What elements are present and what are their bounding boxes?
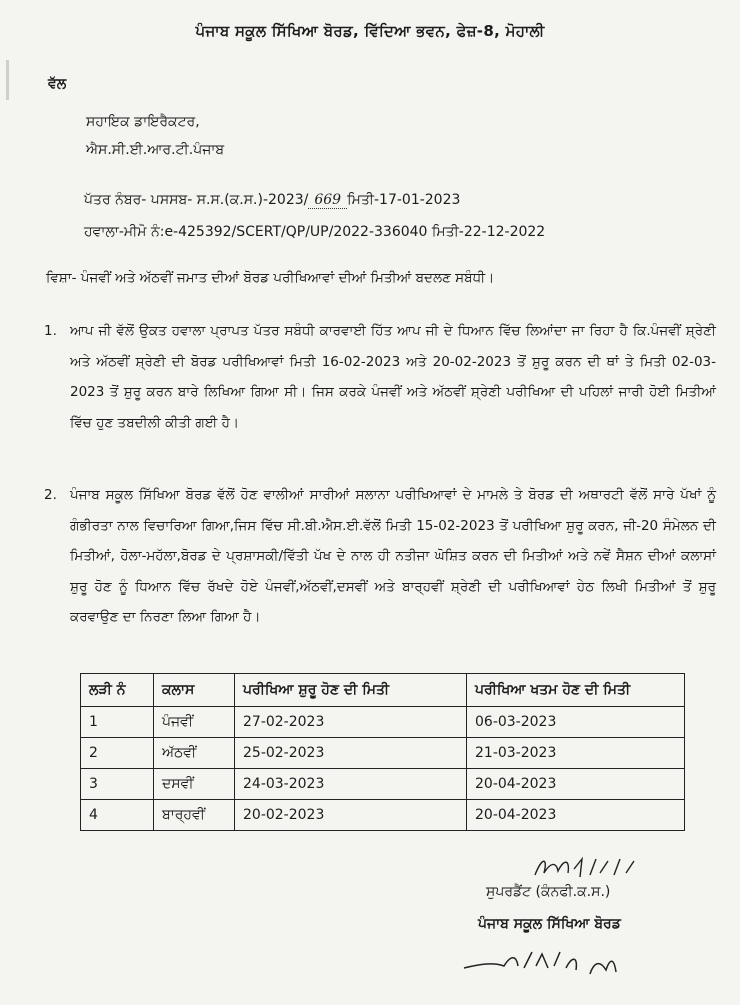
letter-number-handwritten: 669 xyxy=(308,192,347,209)
cell-start-date: 20-02-2023 xyxy=(235,800,467,831)
table-row xyxy=(81,707,685,738)
table-row xyxy=(81,738,685,769)
letterhead-title: ਪੰਜਾਬ ਸਕੂਲ ਸਿੱਖਿਆ ਬੋਰਡ, ਵਿੱਦਿਆ ਭਵਨ, ਫੇਜ਼-8, ਮੋਹਾਲੀ xyxy=(195,22,545,40)
cell-class: ਦਸਵੀਂ xyxy=(154,769,235,800)
handwritten-initials-signature xyxy=(530,853,650,883)
table-header-row xyxy=(81,674,685,707)
cell-serial: 4 xyxy=(81,800,154,831)
header-serial: ਲੜੀ ਨੰ xyxy=(81,674,154,707)
paragraph-text: ਪੰਜਾਬ ਸਕੂਲ ਸਿੱਖਿਆ ਬੋਰਡ ਵੱਲੋਂ ਹੋਣ ਵਾਲੀਆਂ ਸਾਰੀਆਂ ਸਲਾਨਾ ਪਰੀਖਿਆਵਾਂ ਦੇ ਮਾਮਲੇ ਤੇ ਬੋਰਡ ਦੀ ਅਥਾਰਟੀ ਵੱਲੋਂ ਸਾਰੇ ਪੱਖਾਂ ਨੂੰ ਗੰਭੀਰਤਾ ਨਾਲ ਵਿਚਾਰਿਆ ਗਿਆ,ਜਿਸ ਵਿੱਚ ਸੀ.ਬੀ.ਐਸ.ਈ.ਵੱਲੋਂ ਮਿਤੀ 15-02-2023 ਤੋਂ ਪਰੀਖਿਆ ਸ਼ੁਰੂ ਕਰਨ, ਜੀ-20 ਸੰਮੇਲਨ ਦੀ ਮਿਤੀਆਂ, ਹੋਲਾ-ਮਹੱਲਾ,ਬੋਰਡ ਦੇ ਪ੍ਰਸ਼ਾਸਕੀ/ਵਿੱਤੀ ਪੱਖ ਦੇ ਨਾਲ ਹੀ ਨਤੀਜਾ ਘੋਸ਼ਿਤ ਕਰਨ ਦੀ ਮਿਤੀਆਂ ਅਤੇ ਨਵੇਂ ਸੈਸ਼ਨ ਦੀਆਂ ਕਲਾਸਾਂ ਸ਼ੁਰੂ ਹੋਣ ਨੂੰ ਧਿਆਨ ਵਿੱਚ ਰੱਖਦੇ ਹੋਏ ਪੰਜਵੀਂ,ਅੱਠਵੀਂ,ਦਸਵੀਂ ਅਤੇ ਬਾਰ੍ਹਵੀਂ ਸ਼੍ਰੇਣੀ ਦੀ ਪਰੀਖਿਆਵਾਂ ਹੇਠ ਲਿਖੀ ਮਿਤੀਆਂ ਤੋਂ ਸ਼ੁਰੂ ਕਰਵਾਉਣ ਦਾ ਨਿਰਣਾ ਲਿਆ ਗਿਆ ਹੈ। xyxy=(70,487,716,625)
header-class: ਕਲਾਸ xyxy=(154,674,235,707)
paragraph-text: ਆਪ ਜੀ ਵੱਲੋਂ ਉਕਤ ਹਵਾਲਾ ਪ੍ਰਾਪਤ ਪੱਤਰ ਸਬੰਧੀ ਕਾਰਵਾਈ ਹਿੱਤ ਆਪ ਜੀ ਦੇ ਧਿਆਨ ਵਿੱਚ ਲਿਆਂਦਾ ਜਾ ਰਿਹਾ ਹੈ ਕਿ.ਪੰਜਵੀਂ ਸ਼੍ਰੇਣੀ ਅਤੇ ਅੱਠਵੀਂ ਸ਼੍ਰੇਣੀ ਦੀ ਬੋਰਡ ਪਰੀਖਿਆਵਾਂ ਮਿਤੀ 16-02-2023 ਅਤੇ 20-02-2023 ਤੋਂ ਸ਼ੁਰੂ ਕਰਨ ਦੀ ਥਾਂ ਤੇ ਮਿਤੀ 02-03-2023 ਤੋਂ ਸ਼ੁਰੂ ਕਰਨ ਬਾਰੇ ਲਿਖਿਆ ਗਿਆ ਸੀ। ਜਿਸ ਕਰਕੇ ਪੰਜਵੀਂ ਅਤੇ ਅੱਠਵੀਂ ਸ਼੍ਰੇਣੀ ਪਰੀਖਿਆ ਦੀ ਪਹਿਲਾਂ ਜਾਰੀ ਹੋਈ ਮਿਤੀਆਂ ਵਿੱਚ ਹੁਣ ਤਬਦੀਲੀ ਕੀਤੀ ਗਈ ਹੈ। xyxy=(70,323,716,431)
cell-end-date: 20-04-2023 xyxy=(467,800,685,831)
letter-number-prefix: ਪੱਤਰ ਨੰਬਰ- ਪਸਸਬ- ਸ.ਸ.(ਕ.ਸ.)-2023/ xyxy=(84,192,309,208)
subject-line: ਵਿਸ਼ਾ- ਪੰਜਵੀਂ ਅਤੇ ਅੱਠਵੀਂ ਜਮਾਤ ਦੀਆਂ ਬੋਰਡ ਪਰੀਖਿਆਵਾਂ ਦੀਆਂ ਮਿਤੀਆਂ ਬਦਲਣ ਸਬੰਧੀ। xyxy=(46,270,495,286)
cell-start-date: 25-02-2023 xyxy=(235,738,467,769)
reference-line: ਹਵਾਲਾ-ਮੀਮੋ ਨੰ:e-425392/SCERT/QP/UP/2022-336040 ਮਿਤੀ-22-12-2022 xyxy=(84,224,546,240)
scan-margin-mark xyxy=(6,60,9,100)
cell-serial: 1 xyxy=(81,707,154,738)
cell-class: ਪੰਜਵੀਂ xyxy=(154,707,235,738)
header-start-date: ਪਰੀਖਿਆ ਸ਼ੁਰੂ ਹੋਣ ਦੀ ਮਿਤੀ xyxy=(235,674,467,707)
handwritten-signature xyxy=(460,944,620,980)
cell-class: ਬਾਰ੍ਹਵੀਂ xyxy=(154,800,235,831)
recipient-designation: ਸਹਾਇਕ ਡਾਇਰੈਕਟਰ, xyxy=(86,114,200,130)
cell-class: ਅੱਠਵੀਂ xyxy=(154,738,235,769)
cell-end-date: 06-03-2023 xyxy=(467,707,685,738)
letter-date: ਮਿਤੀ-17-01-2023 xyxy=(347,192,461,208)
signatory-title: ਸੁਪਰਡੈਂਟ (ਕੰਨਫੀ.ਕ.ਸ.) xyxy=(486,884,611,900)
cell-start-date: 27-02-2023 xyxy=(235,707,467,738)
cell-end-date: 20-04-2023 xyxy=(467,769,685,800)
exam-schedule-table xyxy=(80,673,685,831)
letter-number-line xyxy=(84,192,460,208)
paragraph-number: 1. xyxy=(44,323,57,339)
recipient-office: ਐਸ.ਸੀ.ਈ.ਆਰ.ਟੀ.ਪੰਜਾਬ xyxy=(86,142,225,158)
table-row xyxy=(81,800,685,831)
signatory-board: ਪੰਜਾਬ ਸਕੂਲ ਸਿੱਖਿਆ ਬੋਰਡ xyxy=(478,916,621,932)
cell-start-date: 24-03-2023 xyxy=(235,769,467,800)
to-label: ਵੱਲ xyxy=(48,76,67,92)
header-end-date: ਪਰੀਖਿਆ ਖਤਮ ਹੋਣ ਦੀ ਮਿਤੀ xyxy=(467,674,685,707)
paragraph-number: 2. xyxy=(44,487,57,503)
table-row xyxy=(81,769,685,800)
cell-serial: 2 xyxy=(81,738,154,769)
cell-serial: 3 xyxy=(81,769,154,800)
cell-end-date: 21-03-2023 xyxy=(467,738,685,769)
